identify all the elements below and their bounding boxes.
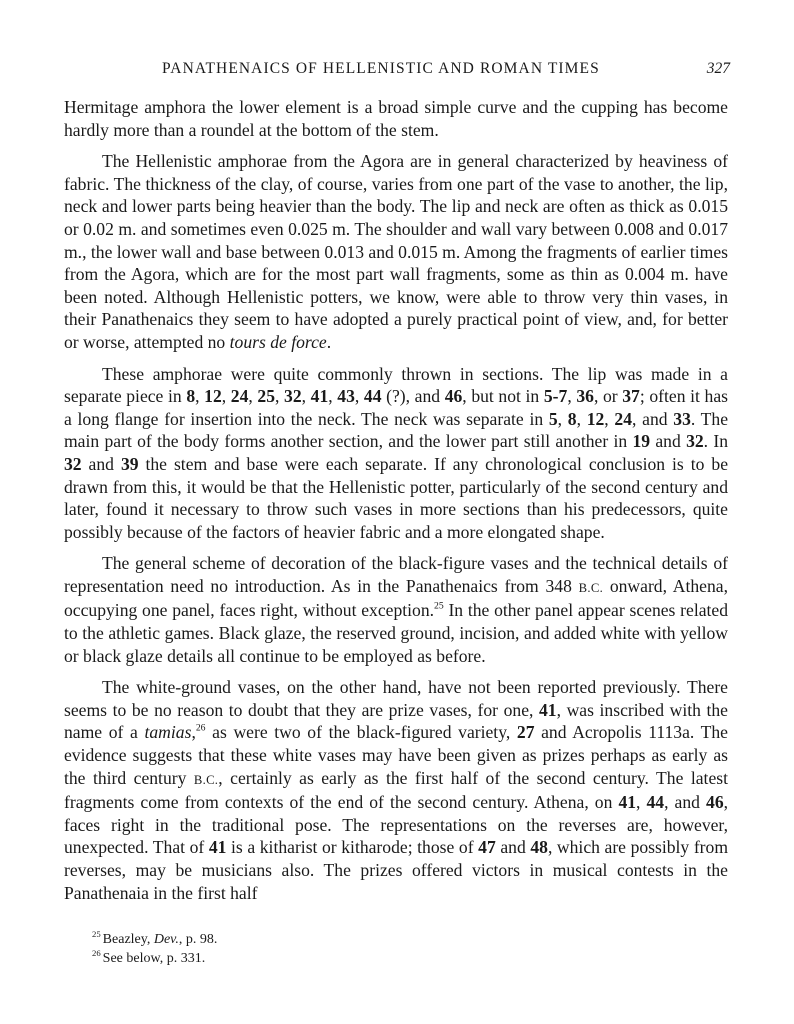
- catalogue-number: 43: [337, 386, 355, 407]
- text-run: The white-ground vases, on the other hand, have not been reported previously. There seems to be no reason to doubt that they are prize vases, for one,: [64, 677, 728, 720]
- text-run: , was inscribed with the name of a: [64, 699, 728, 743]
- catalogue-number: 39: [120, 453, 139, 474]
- small-caps-text: B.C.: [193, 772, 219, 787]
- text-run: ,: [576, 408, 587, 429]
- text-run: The Hellenistic amphorae from the Agora are in general characterized by heaviness of fabric. The thickness of the clay, of course, varies from one part of the vase to another, the lip, neck and lower parts being heavier than the body. The lip and neck are often as thick as 0.015 or 0.02 m. and sometimes even 0.025 m. The shoulder and wall vary between 0.008 and 0.017 m., the lower wall and base between 0.013 and 0.015 m. Among the fragments of earlier times from the Agora, which are for the most part wall fragments, some as thin as 0.004 m. have been noted. Although Hellenistic potters, we know, were able to throw very thin vases, in their Panathenaics they seem to have adopted a purely practical point of view, and, for better or worse, attempted no: [64, 151, 728, 352]
- catalogue-number: 32: [686, 431, 704, 452]
- catalogue-number: 44: [646, 792, 665, 813]
- catalogue-number: 41: [208, 837, 227, 858]
- text-run: , or: [593, 386, 623, 407]
- text-run: , and: [632, 408, 674, 429]
- catalogue-number: 24: [230, 386, 249, 407]
- text-run: , and: [664, 792, 707, 813]
- catalogue-number: 24: [614, 408, 633, 429]
- catalogue-number: 44: [363, 386, 382, 407]
- catalogue-number: 36: [576, 386, 594, 407]
- text-run: , which are possibly from reverses, may be musicians also. The prizes offered victors in musical contests in the Panathenaia in the first half: [64, 837, 729, 903]
- paragraph-p1: [64, 96, 728, 141]
- italic-text: Dev.: [153, 932, 179, 947]
- text-run: ,: [604, 408, 615, 429]
- text-run: ,: [221, 386, 231, 407]
- text-run: ,: [195, 386, 205, 407]
- text-run: ,: [567, 386, 577, 407]
- italic-text: tamias: [144, 722, 192, 743]
- catalogue-number: 12: [586, 408, 605, 429]
- catalogue-number: 41: [539, 699, 557, 720]
- footnote-25: [92, 930, 692, 949]
- catalogue-number: 8: [567, 408, 577, 429]
- catalogue-number: 37: [622, 386, 640, 407]
- text-run: ,: [191, 722, 196, 743]
- text-run: ,: [557, 408, 568, 429]
- text-run: the stem and base were each separate. If any chronological conclusion is to be drawn from this, it would be that the Hellenistic potter, particularly of the second century and later, found it necessary to throw such vases in more sections than his predecessors, quite possibly because of the factors of heavier fabric and a more elongated shape.: [64, 453, 729, 542]
- text-run: and: [495, 837, 531, 858]
- text-run: and: [81, 453, 121, 474]
- body-text: [64, 96, 728, 904]
- footnote-reference: 26: [195, 722, 206, 734]
- catalogue-number: 48: [530, 837, 548, 858]
- text-run: Hermitage amphora the lower element is a broad simple curve and the cupping has become hardly more than a roundel at the bottom of the stem.: [64, 97, 728, 140]
- text-run: and: [650, 431, 687, 452]
- catalogue-number: 25: [257, 386, 275, 407]
- catalogue-number: 12: [204, 386, 222, 407]
- catalogue-number: 41: [310, 386, 329, 407]
- paragraph-p5: [64, 676, 728, 904]
- text-run: Beazley,: [102, 932, 154, 947]
- catalogue-number: 5: [548, 408, 558, 429]
- footnotes: [92, 930, 692, 968]
- text-run: The general scheme of decoration of the black-figure vases and the technical details of representation need no introduction. As in the Panathenaics from 348: [64, 553, 728, 596]
- page-number: 327: [706, 60, 730, 77]
- small-caps-text: B.C.: [578, 580, 604, 595]
- italic-text: tours de force: [229, 331, 327, 352]
- catalogue-number: 19: [632, 431, 651, 452]
- catalogue-number: 32: [284, 386, 302, 407]
- text-run: , faces right in the traditional pose. The representations on the reverses are, however, unexpected. That of: [64, 792, 729, 858]
- text-run: .: [326, 331, 332, 352]
- text-run: ,: [354, 386, 364, 407]
- text-run: ,: [328, 386, 338, 407]
- text-run: as were two of the black-figured variety,: [205, 722, 517, 743]
- text-run: onward, Athena, occupying one panel, faces right, without exception.: [64, 575, 728, 621]
- text-run: ,: [636, 792, 647, 813]
- text-run: and Acropolis 1113a. The evidence suggests that these white vases may have been given as prizes perhaps as early as the third century: [64, 722, 728, 788]
- footnote-number: 25: [92, 928, 101, 939]
- text-run: , p. 98.: [178, 932, 218, 947]
- running-head: [66, 60, 730, 84]
- text-run: In the other panel appear scenes related to the athletic games. Black glaze, the reserved ground, incision, and added white with yellow or black glaze details all continue to be employed as before.: [64, 600, 729, 666]
- paragraph-p2: [64, 150, 728, 353]
- text-run: ; often it has a long flange for insertion into the neck. The neck was separate in: [64, 386, 728, 429]
- footnote-26: [92, 949, 692, 968]
- text-run: ,: [274, 386, 285, 407]
- catalogue-number: 32: [64, 453, 82, 474]
- text-run: is a kitharist or kitharode; those of: [226, 837, 479, 858]
- catalogue-number: 33: [673, 408, 691, 429]
- text-run: ,: [248, 386, 258, 407]
- paragraph-p3: [64, 363, 728, 544]
- catalogue-number: 5-7: [543, 386, 568, 407]
- running-title: PANATHENAICS OF HELLENISTIC AND ROMAN TIMES: [162, 60, 600, 77]
- text-run: These amphorae were quite commonly thrown in sections. The lip was made in a separate piece in: [64, 363, 728, 407]
- catalogue-number: 8: [186, 386, 196, 407]
- text-run: , certainly as early as the first half of the second century. The latest fragments come from contexts of the end of the second century. Athena, on: [64, 767, 728, 813]
- catalogue-number: 46: [444, 386, 463, 407]
- text-run: . The main part of the body forms another section, and the lower part still another in: [64, 408, 729, 452]
- text-run: , but not in: [462, 386, 544, 407]
- footnote-number: 26: [92, 947, 101, 958]
- catalogue-number: 46: [706, 792, 724, 813]
- text-run: See below, p. 331.: [102, 951, 206, 966]
- paragraph-p4: [64, 552, 728, 667]
- catalogue-number: 27: [516, 722, 535, 743]
- text-run: ,: [301, 386, 311, 407]
- text-run: . In: [703, 431, 729, 452]
- catalogue-number: 47: [478, 837, 496, 858]
- footnote-reference: 25: [434, 600, 444, 612]
- text-run: (?), and: [381, 386, 445, 407]
- catalogue-number: 41: [618, 792, 637, 813]
